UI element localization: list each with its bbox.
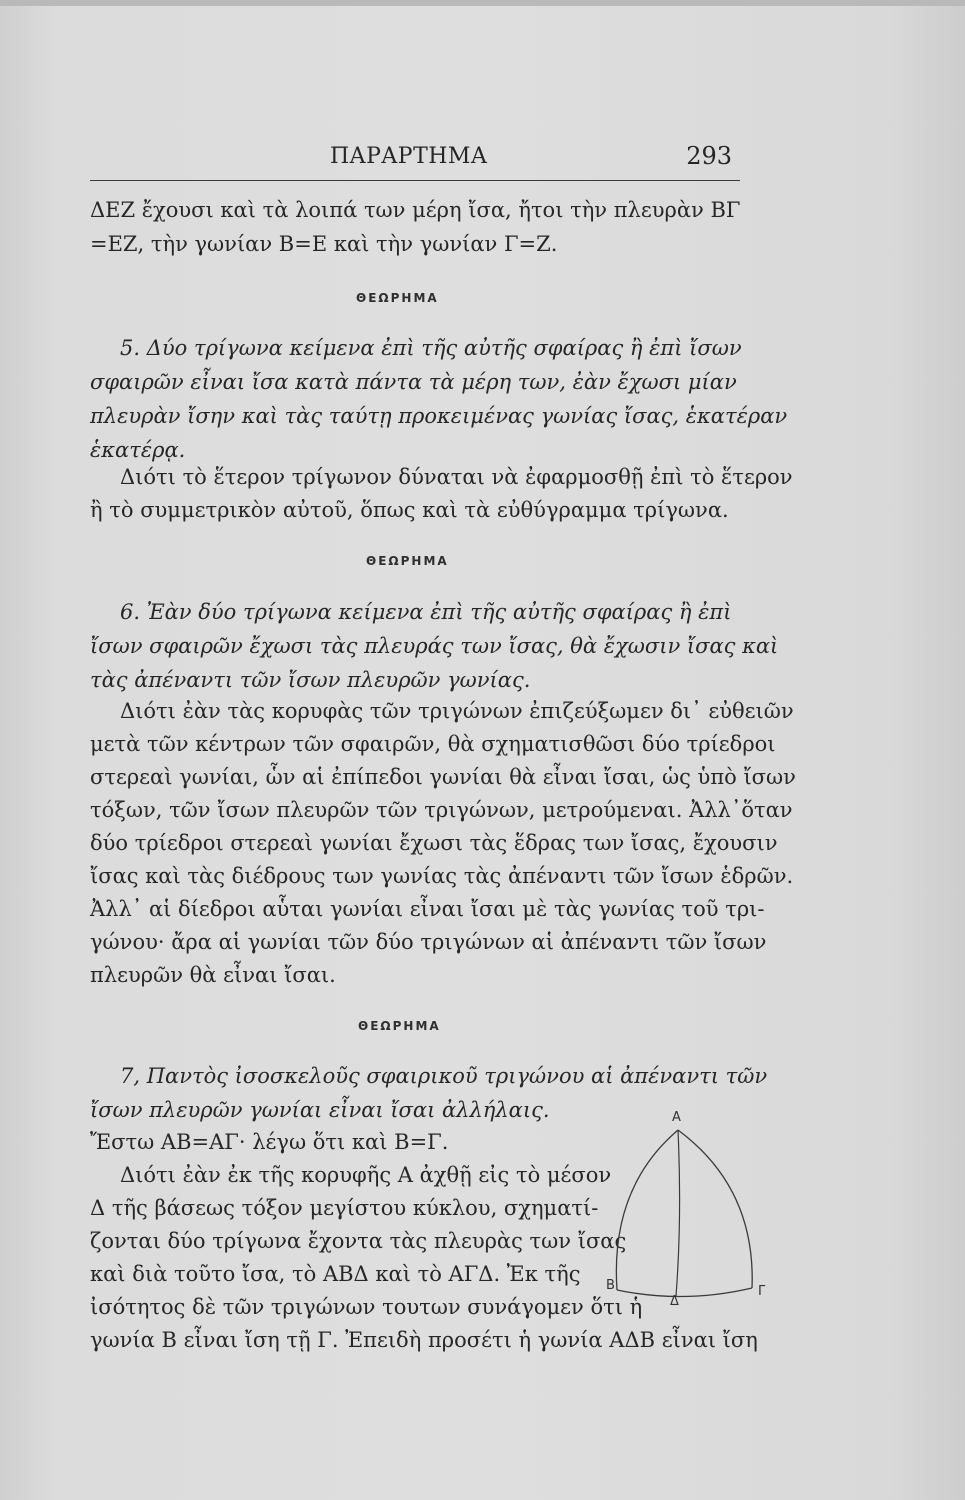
theorem-6-line-1: 6. Ἐὰν δύο τρίγωνα κείμενα ἐπὶ τῆς αὐτῆς σφαίρας ἢ ἐπὶ xyxy=(120,600,732,624)
label-b: Β xyxy=(606,1278,615,1293)
theorem-6-line-3: τὰς ἀπέναντι τῶν ἴσων πλευρῶν γωνίας. xyxy=(90,668,531,692)
proof-7-line-3: Δ τῆς βάσεως τόξον μεγίστου κύκλου, σχηματί- xyxy=(90,1196,599,1220)
theorem-heading-5: ΘΕΩΡΗΜΑ xyxy=(356,291,439,305)
proof-6-line-5: δύο τρίεδροι στερεαὶ γωνίαι ἔχωσι τὰς ἕδρας των ἴσας, ἔχουσιν xyxy=(90,831,778,855)
page-number: 293 xyxy=(686,142,732,170)
text-line-1: ΔΕΖ ἔχουσι καὶ τὰ λοιπά των μέρη ἴσα, ἤτοι τὴν πλευρὰν ΒΓ xyxy=(90,198,741,222)
page-top-edge xyxy=(0,0,965,6)
proof-7-line-4: ζονται δύο τρίγωνα ἔχοντα τὰς πλευρὰς των ἴσας xyxy=(90,1229,627,1253)
proof-6-line-7: Ἀλλ᾽ αἱ δίεδροι αὗται γωνίαι εἶναι ἴσαι μὲ τὰς γωνίας τοῦ τρι- xyxy=(90,897,765,921)
theorem-6-line-2: ἴσων σφαιρῶν ἔχωσι τὰς πλευράς των ἴσας, θὰ ἔχωσιν ἴσας καὶ xyxy=(90,634,779,658)
text-line-2: =ΕΖ, τὴν γωνίαν Β=Ε καὶ τὴν γωνίαν Γ=Ζ. xyxy=(90,232,558,256)
proof-6-line-3: στερεαὶ γωνίαι, ὧν αἱ ἐπίπεδοι γωνίαι θὰ εἶναι ἴσαι, ὡς ὑπὸ ἴσων xyxy=(90,765,796,789)
spherical-triangle-diagram xyxy=(600,1118,780,1308)
theorem-7-line-2: ἴσων πλευρῶν γωνίαι εἶναι ἴσαι ἀλλήλαις. xyxy=(90,1098,550,1122)
proof-7-line-7: γωνία Β εἶναι ἴση τῇ Γ. Ἐπειδὴ προσέτι ἡ γωνία ΑΔΒ εἶναι ἴση xyxy=(90,1328,758,1352)
arc-ad xyxy=(676,1130,680,1296)
theorem-heading-6: ΘΕΩΡΗΜΑ xyxy=(366,554,449,568)
label-a: Α xyxy=(672,1110,681,1125)
proof-6-line-6: ἴσας καὶ τὰς διέδρους των γωνίας τὰς ἀπέναντι τῶν ἴσων ἑδρῶν. xyxy=(90,864,794,888)
proof-7-line-6: ἰσότητος δὲ τῶν τριγώνων τουτων συνάγομεν ὅτι ἡ xyxy=(90,1295,643,1319)
theorem-7-line-1: 7, Παντὸς ἰσοσκελοῦς σφαιρικοῦ τριγώνου αἱ ἀπέναντι τῶν xyxy=(120,1064,768,1088)
spherical-triangle-figure xyxy=(600,1110,780,1309)
theorem-5-line-1: 5. Δύο τρίγωνα κείμενα ἐπὶ τῆς αὐτῆς σφαίρας ἢ ἐπὶ ἴσων xyxy=(120,336,742,360)
page-header xyxy=(90,140,740,181)
theorem-5-line-2: σφαιρῶν εἶναι ἴσα κατὰ πάντα τὰ μέρη των, ἐὰν ἔχωσι μίαν xyxy=(90,370,737,394)
proof-5-line-2: ἢ τὸ συμμετρικὸν αὐτοῦ, ὅπως καὶ τὰ εὐθύγραμμα τρίγωνα. xyxy=(90,498,729,522)
proof-6-line-2: μετὰ τῶν κέντρων τῶν σφαιρῶν, θὰ σχηματισθῶσι δύο τρίεδροι xyxy=(90,732,776,756)
proof-5-line-1: Διότι τὸ ἕτερον τρίγωνον δύναται νὰ ἐφαρμοσθῇ ἐπὶ τὸ ἕτερον xyxy=(120,465,793,489)
proof-7-line-1: Ἔστω ΑΒ=ΑΓ· λέγω ὅτι καὶ Β=Γ. xyxy=(90,1130,449,1154)
arc-ag xyxy=(678,1130,752,1288)
proof-6-line-1: Διότι ἐὰν τὰς κορυφὰς τῶν τριγώνων ἐπιζεύξωμεν δι᾽ εὐθειῶν xyxy=(120,699,794,723)
proof-6-line-8: γώνου· ἄρα αἱ γωνίαι τῶν δύο τριγώνων αἱ ἀπέναντι τῶν ἴσων xyxy=(90,930,767,954)
proof-7-line-5: καὶ διὰ τοῦτο ἴσα, τὸ ΑΒΔ καὶ τὸ ΑΓΔ. Ἐκ τῆς xyxy=(90,1262,581,1286)
running-title: ΠΑΡΑΡΤΗΜΑ xyxy=(330,144,488,169)
theorem-heading-7: ΘΕΩΡΗΜΑ xyxy=(358,1019,441,1033)
label-d: Δ xyxy=(670,1294,679,1309)
theorem-5-line-4: ἑκατέρᾳ. xyxy=(90,438,186,462)
arc-bg xyxy=(617,1288,752,1297)
proof-7-line-2: Διότι ἐὰν ἐκ τῆς κορυφῆς Α ἀχθῇ εἰς τὸ μέσον xyxy=(120,1163,612,1187)
theorem-5-line-3: πλευρὰν ἴσην καὶ τὰς ταύτῃ προκειμένας γωνίας ἴσας, ἑκατέραν xyxy=(90,404,788,428)
proof-6-line-4: τόξων, τῶν ἴσων πλευρῶν τῶν τριγώνων, μετρούμεναι. Ἀλλ᾽ὅταν xyxy=(90,798,793,822)
label-g: Γ xyxy=(758,1284,766,1299)
arc-ab xyxy=(616,1130,678,1290)
proof-6-line-9: πλευρῶν θὰ εἶναι ἴσαι. xyxy=(90,963,336,987)
